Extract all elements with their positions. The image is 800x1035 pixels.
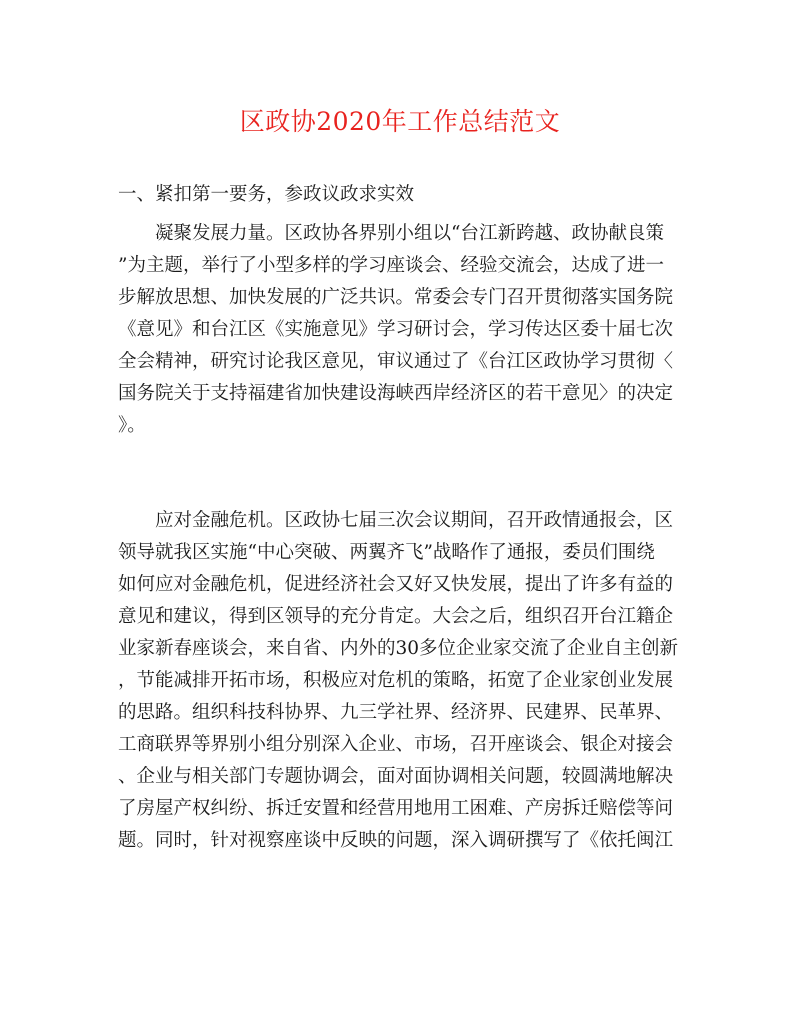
paragraph-line: ，节能减排开拓市场，积极应对危机的策略，拓宽了企业家创业发展 — [118, 670, 674, 691]
paragraph-line: ”为主题，举行了小型多样的学习座谈会、经验交流会，达成了进一 — [118, 255, 664, 276]
paragraph-line: 步解放思想、加快发展的广泛共识。常委会专门召开贯彻落实国务院 — [118, 287, 674, 308]
paragraph-line: 业家新春座谈会，来自省、内外的30多位企业家交流了企业自主创新 — [118, 638, 679, 659]
paragraph-line: 国务院关于支持福建省加快建设海峡西岸经济区的若干意见〉的决定 — [118, 383, 674, 404]
paragraph-line: 全会精神，研究讨论我区意见，审议通过了《台江区政协学习贯彻〈 — [118, 351, 674, 372]
paragraph-1 — [118, 218, 688, 442]
paragraph-line: 应对金融危机。区政协七届三次会议期间，召开政情通报会，区 — [155, 510, 674, 531]
paragraph-2 — [118, 505, 688, 857]
paragraph-line: 领导就我区实施“中心突破、两翼齐飞”战略作了通报，委员们围绕 — [118, 542, 655, 563]
paragraph-line: 题。同时，针对视察座谈中反映的问题，深入调研撰写了《依托闽江 — [118, 830, 674, 851]
paragraph-line: 、企业与相关部门专题协调会，面对面协调相关问题，较圆满地解决 — [118, 766, 674, 787]
paragraph-line: 意见和建议，得到区领导的充分肯定。大会之后，组织召开台江籍企 — [118, 606, 674, 627]
paragraph-line: 如何应对金融危机，促进经济社会又好又快发展，提出了许多有益的 — [118, 574, 674, 595]
document-title: 区政协2020年工作总结范文 — [239, 107, 561, 136]
paragraph-line: 工商联界等界别小组分别深入企业、市场，召开座谈会、银企对接会 — [118, 734, 674, 755]
paragraph-line: 《意见》和台江区《实施意见》学习研讨会，学习传达区委十届七次 — [118, 319, 674, 340]
paragraph-line: 的思路。组织科技科协界、九三学社界、经济界、民建界、民革界、 — [118, 702, 674, 723]
section-heading: 一、紧扣第一要务，参政议政求实效 — [118, 184, 415, 205]
paragraph-line: 》。 — [118, 415, 146, 436]
paragraph-line: 凝聚发展力量。区政协各界别小组以“台江新跨越、政协献良策 — [155, 223, 664, 244]
paragraph-line: 了房屋产权纠纷、拆迁安置和经营用地用工困难、产房拆迁赔偿等问 — [118, 798, 674, 819]
